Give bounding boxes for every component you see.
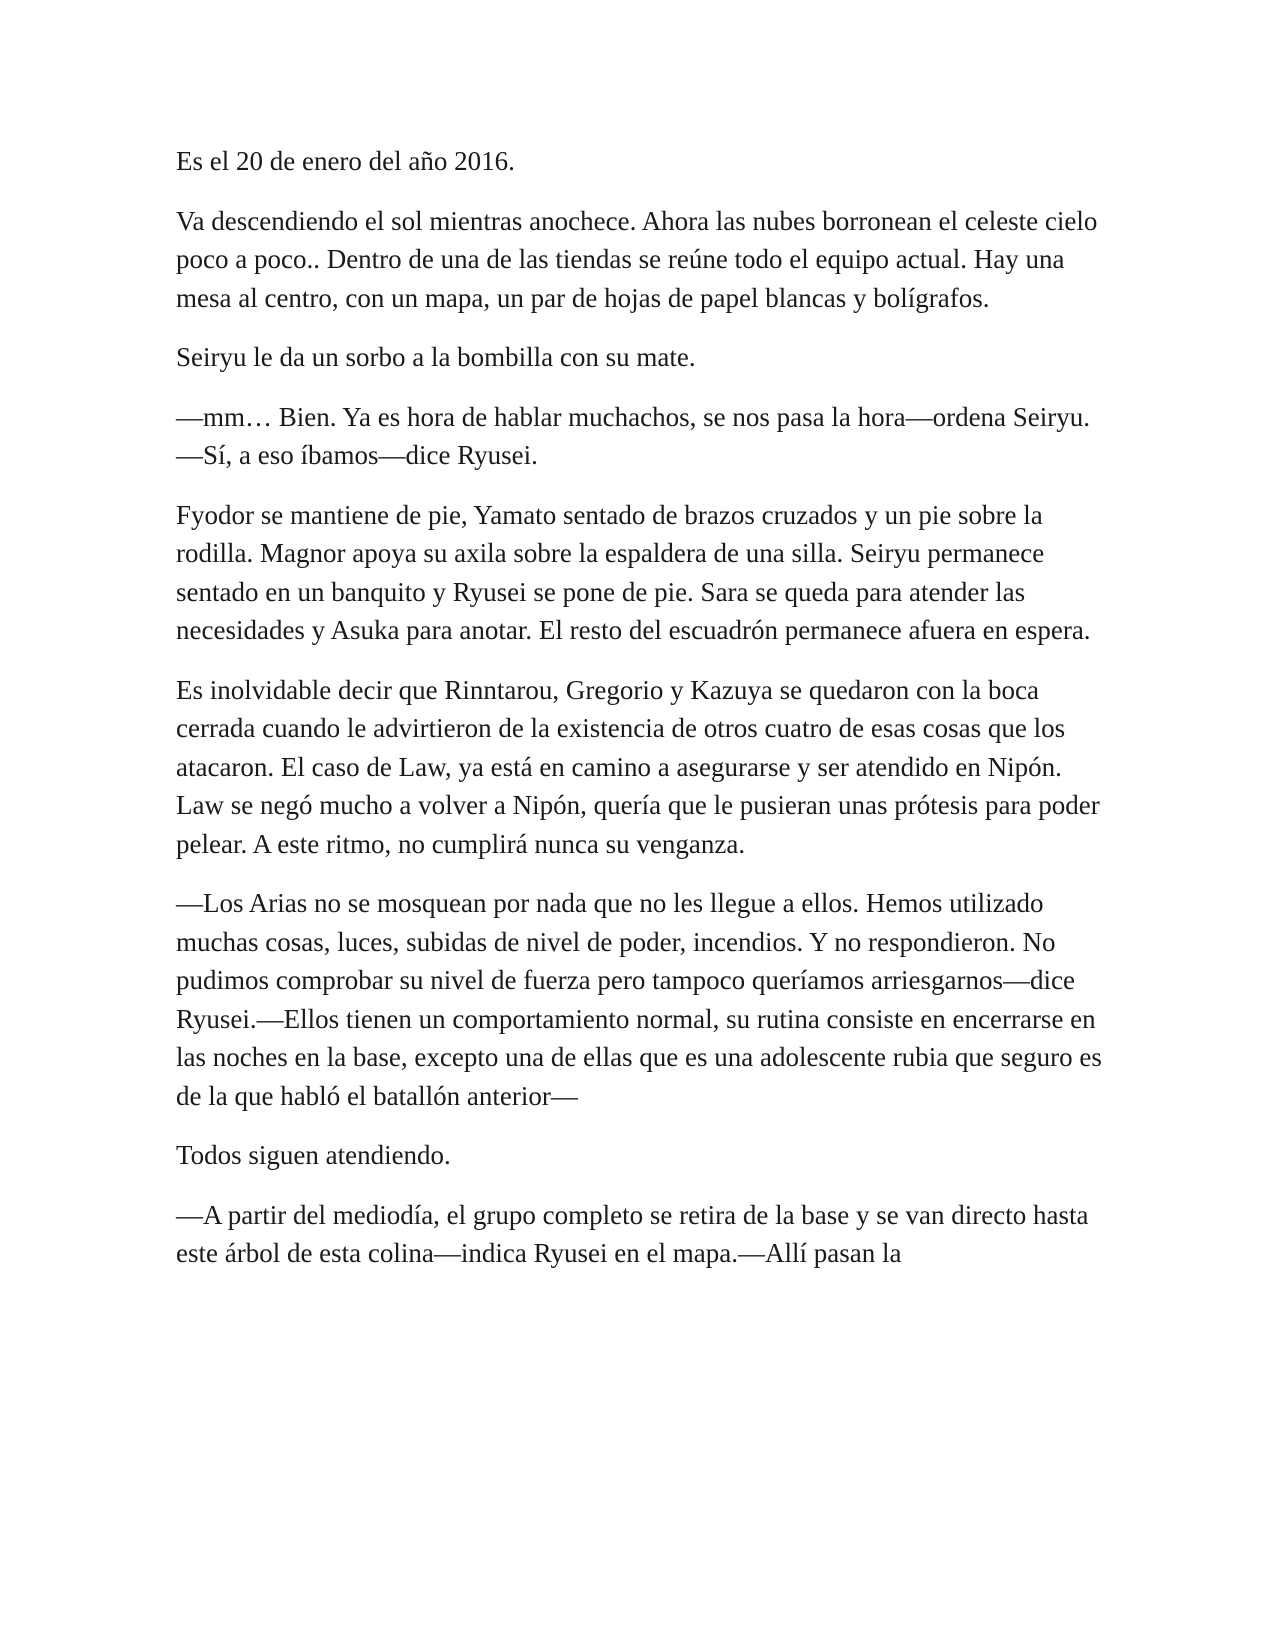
dialogue-ryusei-reply: —Sí, a eso íbamos—dice Ryusei. <box>176 440 538 470</box>
document-body <box>176 142 1106 1294</box>
paragraph-date: Es el 20 de enero del año 2016. <box>176 146 515 176</box>
paragraph-seiryu-mate: Seiryu le da un sorbo a la bombilla con su mate. <box>176 342 696 372</box>
paragraph-attending: Todos siguen atendiendo. <box>176 1140 451 1170</box>
dialogue-ryusei-map: —A partir del mediodía, el grupo completo se retira de la base y se van directo hasta este árbol de esta colina—indica Ryusei en el mapa.—Allí pasan la <box>176 1199 1089 1268</box>
paragraph-positions: Fyodor se mantiene de pie, Yamato sentado de brazos cruzados y un pie sobre la rodilla. Magnor apoya su axila sobre la espaldera de una silla. Seiryu permanece sentado en un banquito y Ryusei se pone de pie. Sara se queda para atender las necesidades y Asuka para anotar. El resto del escuadrón permanece afuera en espera. <box>176 499 1091 645</box>
paragraph-rinntarou: Es inolvidable decir que Rinntarou, Gregorio y Kazuya se quedaron con la boca cerrada cuando le advirtieron de la existencia de otros cuatro de esas cosas que los atacaron. El caso de Law, ya está en camino a asegurarse y ser atendido en Nipón. Law se negó mucho a volver a Nipón, quería que le pusieran unas prótesis para poder pelear. A este ritmo, no cumplirá nunca su venganza. <box>176 674 1100 859</box>
dialogue-seiryu: —mm… Bien. Ya es hora de hablar muchachos, se nos pasa la hora—ordena Seiryu. <box>176 401 1091 432</box>
paragraph-scene: Va descendiendo el sol mientras anochece. Ahora las nubes borronean el celeste cielo poco a poco.. Dentro de una de las tiendas se reúne todo el equipo actual. Hay una mesa al centro, con un mapa, un par de hojas de papel blancas y bolígrafos. <box>176 205 1098 313</box>
dialogue-ryusei-arias: —Los Arias no se mosquean por nada que no les llegue a ellos. Hemos utilizado muchas cosas, luces, subidas de nivel de poder, incendios. Y no respondieron. No pudimos comprobar su nivel de fuerza pero tampoco queríamos arriesgarnos—dice Ryusei.—Ellos tienen un comportamiento normal, su rutina consiste en encerrarse en las noches en la base, excepto una de ellas que es una adolescente rubia que seguro es de la que habló el batallón anterior— <box>176 888 1102 1111</box>
